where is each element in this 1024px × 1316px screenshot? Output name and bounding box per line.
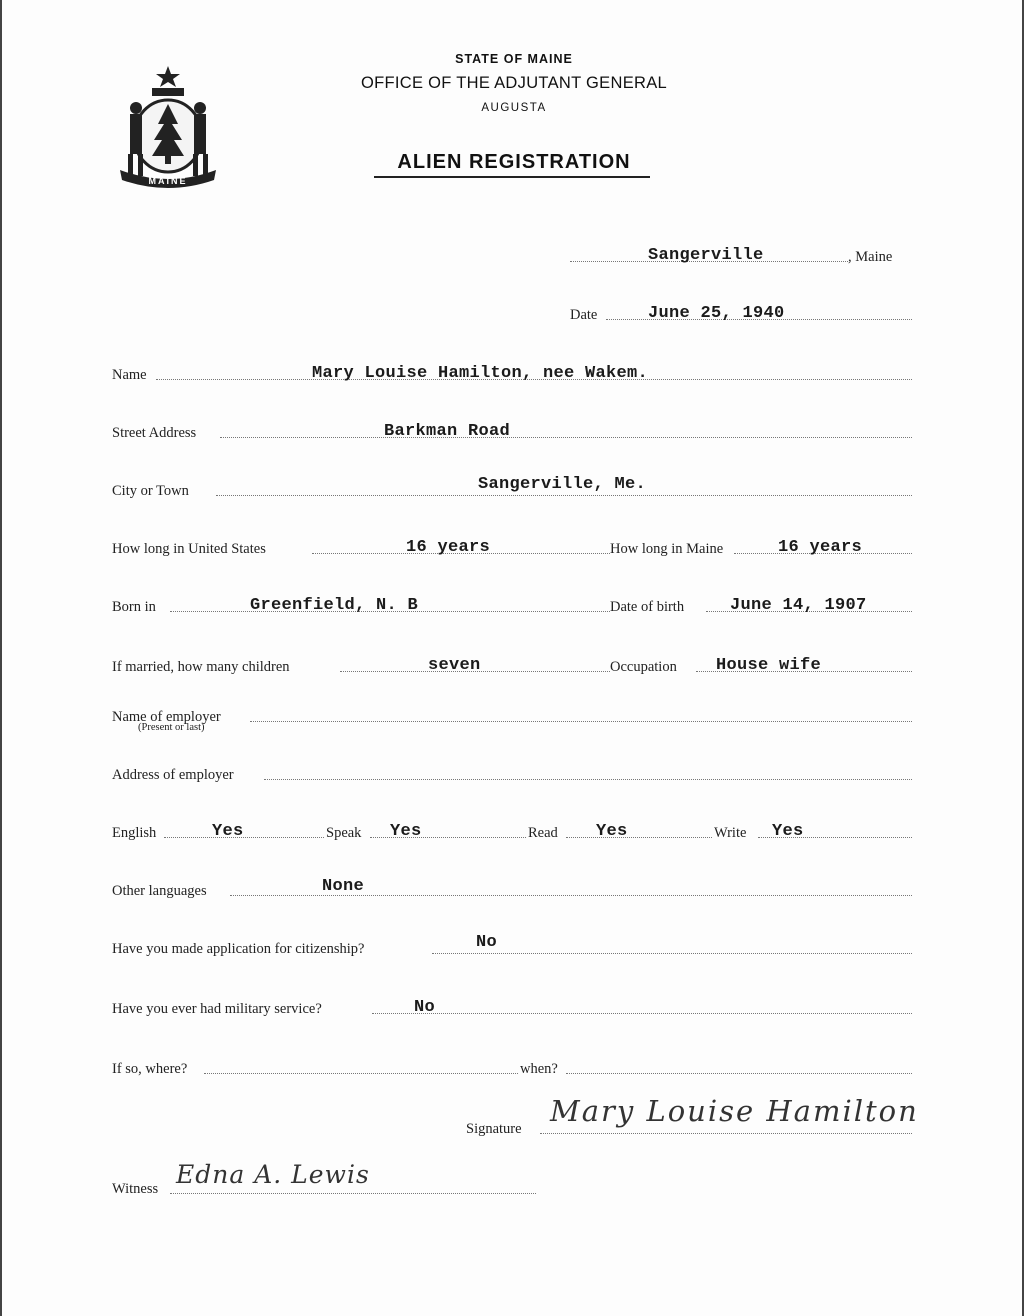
speak-value: Yes — [390, 822, 422, 841]
citizenship-value: No — [476, 933, 498, 952]
other-languages-field — [112, 876, 912, 902]
how-long-us-label: How long in United States — [112, 541, 266, 557]
born-in-field — [112, 592, 610, 618]
citizenship-label: Have you made application for citizenship? — [112, 941, 365, 957]
citizenship-field — [112, 934, 912, 960]
occupation-value: House wife — [716, 656, 822, 675]
date-of-birth-field — [610, 592, 912, 618]
city-heading: AUGUSTA — [481, 102, 547, 114]
office-heading: OFFICE OF THE ADJUTANT GENERAL — [360, 74, 668, 92]
employer-name-label: Name of employer — [112, 709, 221, 725]
witness-label: Witness — [112, 1181, 159, 1197]
signature-label: Signature — [466, 1121, 522, 1137]
where-label: If so, where? — [112, 1061, 188, 1077]
military-value: No — [414, 998, 436, 1017]
occupation-field — [610, 652, 912, 678]
form-title: ALIEN REGISTRATION — [397, 151, 631, 173]
place-field — [570, 242, 912, 268]
speak-label: Speak — [326, 825, 362, 841]
military-field — [112, 994, 912, 1020]
place-suffix: , Maine — [848, 249, 893, 265]
children-value: seven — [428, 656, 481, 675]
occupation-label: Occupation — [610, 659, 677, 675]
how-long-maine-field — [610, 534, 912, 560]
date-of-birth-value: June 14, 1907 — [730, 596, 867, 615]
title-underline — [374, 176, 650, 178]
name-value: Mary Louise Hamilton, nee Wakem. — [312, 364, 649, 383]
place-value: Sangerville — [648, 246, 764, 265]
date-value: June 25, 1940 — [648, 304, 785, 323]
city-or-town-field — [112, 476, 912, 502]
city-or-town-value: Sangerville, Me. — [478, 475, 647, 494]
when-label: when? — [520, 1061, 558, 1077]
how-long-maine-label: How long in Maine — [610, 541, 724, 557]
write-value: Yes — [772, 822, 804, 841]
street-address-value: Barkman Road — [384, 422, 511, 441]
employer-address-field — [112, 760, 912, 786]
children-field — [112, 652, 610, 678]
date-label: Date — [570, 307, 598, 323]
street-address-label: Street Address — [112, 425, 197, 441]
other-languages-label: Other languages — [112, 883, 207, 899]
name-label: Name — [112, 367, 147, 383]
english-value: Yes — [212, 822, 244, 841]
name-field — [112, 360, 912, 386]
state-heading: STATE OF MAINE — [455, 52, 573, 66]
read-value: Yes — [596, 822, 628, 841]
military-label: Have you ever had military service? — [112, 1001, 322, 1017]
read-field — [528, 818, 712, 844]
how-long-us-value: 16 years — [406, 538, 491, 557]
english-label: English — [112, 825, 157, 841]
how-long-us-field — [112, 534, 610, 560]
date-field — [570, 300, 912, 326]
city-or-town-label: City or Town — [112, 483, 189, 499]
read-label: Read — [528, 825, 558, 841]
how-long-maine-value: 16 years — [778, 538, 863, 557]
english-field — [112, 818, 324, 844]
children-label: If married, how many children — [112, 659, 290, 675]
write-label: Write — [714, 825, 747, 841]
born-in-label: Born in — [112, 599, 156, 615]
employer-name-sublabel: (Present or last) — [138, 722, 205, 733]
date-of-birth-label: Date of birth — [610, 599, 685, 615]
when-field — [520, 1054, 912, 1080]
where-field — [112, 1054, 518, 1080]
street-address-field — [112, 418, 912, 444]
employer-name-field — [112, 702, 912, 728]
witness-handwriting: Edna A. Lewis — [176, 1160, 370, 1189]
speak-field — [326, 818, 526, 844]
signature-handwriting: Mary Louise Hamilton — [550, 1094, 919, 1128]
seal-text: MAINE — [148, 176, 188, 186]
employer-address-label: Address of employer — [112, 767, 234, 783]
maine-state-seal-icon — [114, 64, 222, 188]
born-in-value: Greenfield, N. B — [250, 596, 419, 615]
other-languages-value: None — [322, 877, 365, 896]
write-field — [714, 818, 912, 844]
